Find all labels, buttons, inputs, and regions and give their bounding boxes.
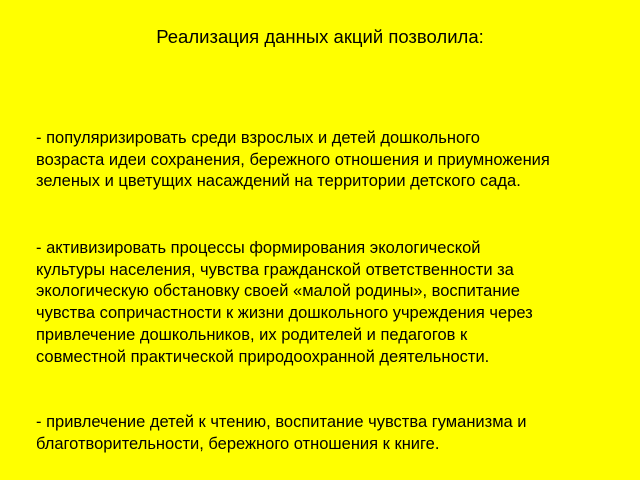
paragraph-reading: - привлечение детей к чтению, воспитание чувства гуманизма и благотворительности, бережного отношения к книге. [36, 413, 527, 453]
paragraph-popularize: - популяризировать среди взрослых и детей дошкольного возраста идеи сохранения, бережного отношения и приумножения зеленых и цветущих насаждений на территории детского сада. [36, 129, 550, 191]
slide-title: Реализация данных акций позволила: [156, 26, 484, 47]
paragraph-activate: - активизировать процессы формирования экологической культуры населения, чувства гражданской ответственности за экологическую обстановку своей «малой родины», воспитание чувства сопричастности к жизни дошкольного учреждения через привлечение дошкольников, их родителей и педагогов к совместной практической природоохранной деятельности. [36, 239, 533, 366]
